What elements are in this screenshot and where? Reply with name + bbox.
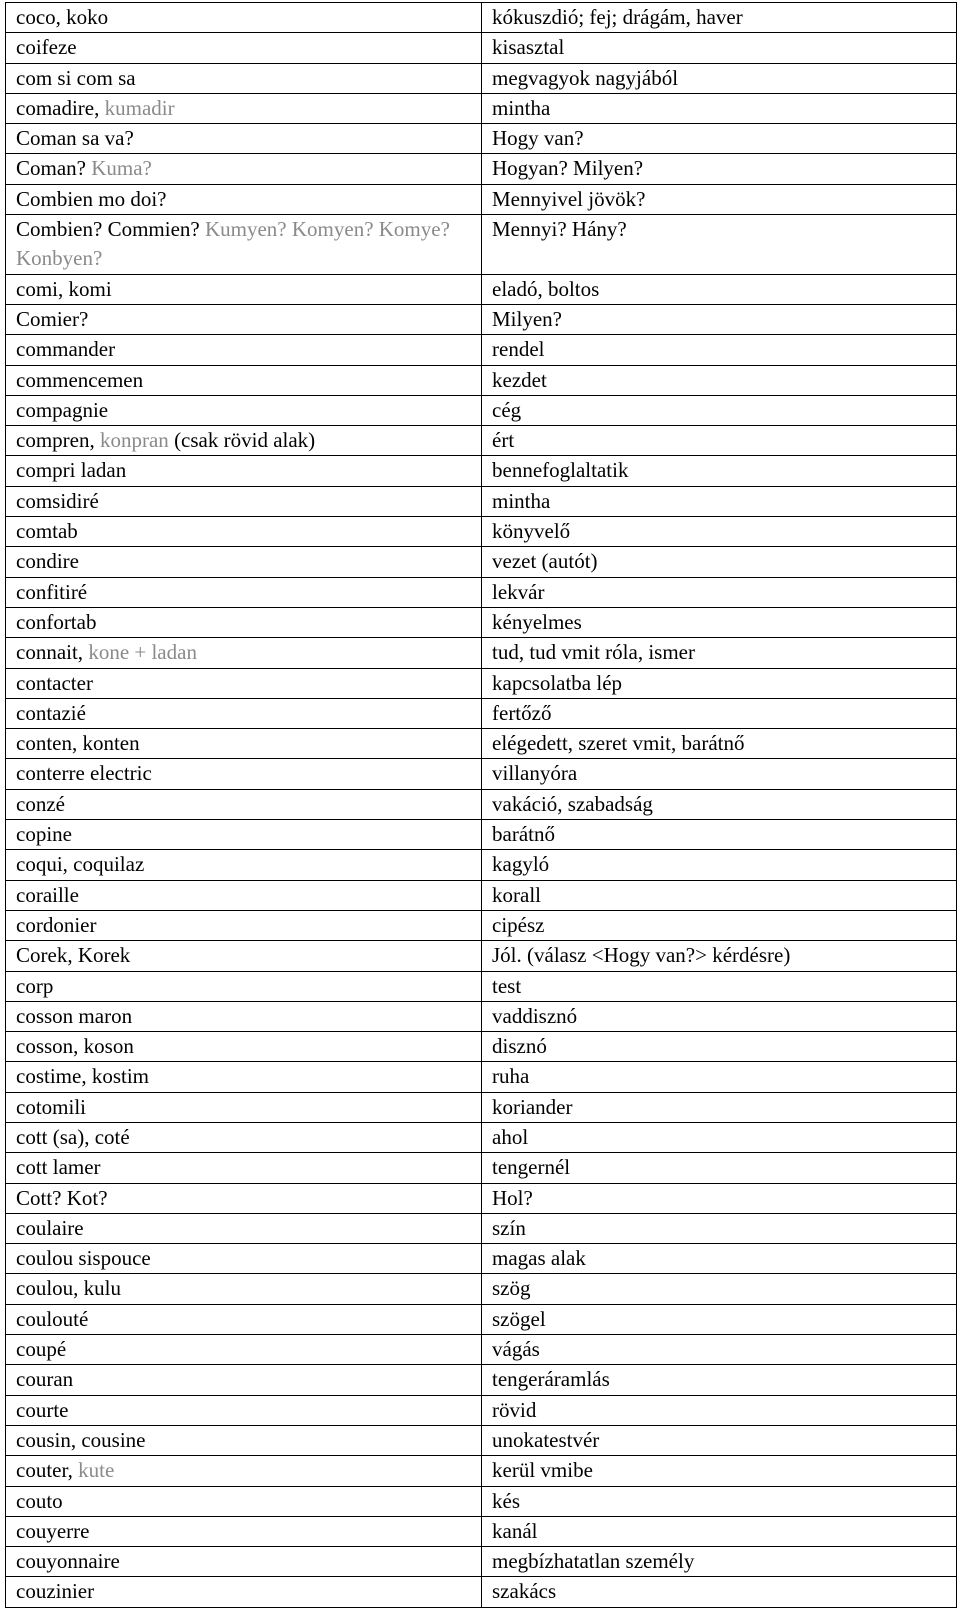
table-row	[6, 850, 957, 880]
term-text: cordonier	[16, 912, 97, 937]
term-text: couter,	[16, 1458, 79, 1483]
translation-cell: barátnő	[482, 820, 957, 850]
table-row	[6, 124, 957, 154]
term-text: cott lamer	[16, 1155, 101, 1180]
term-cell	[6, 1486, 482, 1516]
term-cell	[6, 93, 482, 123]
term-text: couzinier	[16, 1579, 95, 1604]
translation-cell: megvagyok nagyjából	[482, 63, 957, 93]
term-cell	[6, 33, 482, 63]
table-row	[6, 1244, 957, 1274]
term-cell	[6, 486, 482, 516]
translation-cell: Milyen?	[482, 304, 957, 334]
translation-cell: cipész	[482, 910, 957, 940]
table-row	[6, 1062, 957, 1092]
term-variant: Kuma?	[91, 156, 152, 181]
term-text: coco, koko	[16, 5, 109, 29]
term-cell	[6, 1335, 482, 1365]
term-text: coulou, kulu	[16, 1276, 121, 1301]
translation-cell: mintha	[482, 93, 957, 123]
term-cell	[6, 365, 482, 395]
translation-cell: szín	[482, 1213, 957, 1243]
translation-cell: kanál	[482, 1516, 957, 1546]
translation-cell: kés	[482, 1486, 957, 1516]
term-text: coqui, coquilaz	[16, 852, 145, 877]
term-cell	[6, 426, 482, 456]
term-cell	[6, 1092, 482, 1122]
table-row	[6, 365, 957, 395]
term-text: connait,	[16, 640, 89, 665]
term-text: comadire,	[16, 95, 105, 120]
translation-cell: kényelmes	[482, 607, 957, 637]
table-row	[6, 1274, 957, 1304]
term-cell	[6, 1001, 482, 1031]
term-text: cosson maron	[16, 1003, 133, 1028]
table-row	[6, 215, 957, 275]
translation-cell: lekvár	[482, 577, 957, 607]
term-text: Coman?	[16, 156, 92, 181]
table-row	[6, 1577, 957, 1607]
table-row	[6, 3, 957, 33]
table-row	[6, 1213, 957, 1243]
term-text: contacter	[16, 670, 93, 695]
term-text: conten, konten	[16, 731, 140, 756]
term-cell	[6, 1304, 482, 1334]
term-cell	[6, 607, 482, 637]
translation-cell: vágás	[482, 1335, 957, 1365]
term-cell	[6, 1274, 482, 1304]
term-text: compagnie	[16, 397, 109, 422]
table-row	[6, 184, 957, 214]
term-cell	[6, 517, 482, 547]
term-cell	[6, 1425, 482, 1455]
term-cell	[6, 1032, 482, 1062]
term-text: Comier?	[16, 306, 89, 331]
term-cell	[6, 1577, 482, 1607]
term-cell	[6, 941, 482, 971]
term-cell	[6, 1062, 482, 1092]
term-text: commencemen	[16, 367, 144, 392]
term-cell	[6, 63, 482, 93]
translation-cell: vaddisznó	[482, 1001, 957, 1031]
term-text: coulaire	[16, 1215, 84, 1240]
translation-cell: tengeráramlás	[482, 1365, 957, 1395]
translation-cell: kagyló	[482, 850, 957, 880]
term-text: coulouté	[16, 1306, 89, 1331]
table-row	[6, 63, 957, 93]
translation-cell: kerül vmibe	[482, 1456, 957, 1486]
term-text: Combien? Commien?	[16, 217, 205, 242]
translation-cell: Hol?	[482, 1183, 957, 1213]
translation-cell: Mennyi? Hány?	[482, 215, 957, 275]
term-cell	[6, 1183, 482, 1213]
term-cell	[6, 1244, 482, 1274]
table-row	[6, 486, 957, 516]
term-cell	[6, 154, 482, 184]
term-cell	[6, 1547, 482, 1577]
term-cell	[6, 1516, 482, 1546]
translation-cell: tud, tud vmit róla, ismer	[482, 638, 957, 668]
term-text: cott (sa), coté	[16, 1124, 130, 1149]
term-variant: kute	[78, 1458, 115, 1483]
translation-cell: elégedett, szeret vmit, barátnő	[482, 729, 957, 759]
translation-cell: cég	[482, 395, 957, 425]
table-row	[6, 941, 957, 971]
table-row	[6, 668, 957, 698]
translation-cell: kapcsolatba lép	[482, 668, 957, 698]
translation-cell: disznó	[482, 1032, 957, 1062]
translation-cell: korall	[482, 880, 957, 910]
term-text: comi, komi	[16, 276, 112, 301]
table-row	[6, 426, 957, 456]
table-row	[6, 1335, 957, 1365]
term-variant: Kumyen? Komyen? Komye? Konbyen?	[16, 217, 450, 271]
term-cell	[6, 910, 482, 940]
term-text: cotomili	[16, 1094, 86, 1119]
translation-cell: rövid	[482, 1395, 957, 1425]
term-text: coifeze	[16, 35, 77, 60]
term-text: corp	[16, 973, 54, 998]
table-row	[6, 1365, 957, 1395]
term-cell	[6, 789, 482, 819]
table-row	[6, 456, 957, 486]
translation-cell: rendel	[482, 335, 957, 365]
term-cell	[6, 1122, 482, 1152]
term-text: couyonnaire	[16, 1549, 120, 1574]
term-cell	[6, 184, 482, 214]
translation-cell: unokatestvér	[482, 1425, 957, 1455]
table-row	[6, 1092, 957, 1122]
term-text: coraille	[16, 882, 79, 907]
table-row	[6, 729, 957, 759]
term-text: confortab	[16, 609, 97, 634]
translation-cell: ruha	[482, 1062, 957, 1092]
translation-cell: koriander	[482, 1092, 957, 1122]
table-row	[6, 547, 957, 577]
table-row	[6, 880, 957, 910]
translation-cell: magas alak	[482, 1244, 957, 1274]
table-row	[6, 759, 957, 789]
translation-cell: eladó, boltos	[482, 274, 957, 304]
term-cell	[6, 547, 482, 577]
term-text: Cott? Kot?	[16, 1185, 108, 1210]
term-cell	[6, 1395, 482, 1425]
table-row	[6, 607, 957, 637]
term-variant: kumadir	[104, 95, 175, 120]
table-row	[6, 1456, 957, 1486]
term-text: Combien mo doi?	[16, 186, 167, 211]
glossary-rows	[6, 3, 957, 1608]
term-text: comsidiré	[16, 488, 99, 513]
translation-cell: vakáció, szabadság	[482, 789, 957, 819]
term-cell	[6, 971, 482, 1001]
table-row	[6, 698, 957, 728]
term-cell	[6, 729, 482, 759]
translation-cell: tengernél	[482, 1153, 957, 1183]
table-row	[6, 1183, 957, 1213]
term-cell	[6, 124, 482, 154]
glossary-table	[5, 2, 957, 1608]
translation-cell: test	[482, 971, 957, 1001]
table-row	[6, 577, 957, 607]
term-cell	[6, 577, 482, 607]
table-row	[6, 154, 957, 184]
translation-cell: ért	[482, 426, 957, 456]
translation-cell: vezet (autót)	[482, 547, 957, 577]
translation-cell: ahol	[482, 1122, 957, 1152]
term-text: contazié	[16, 700, 86, 725]
table-row	[6, 1122, 957, 1152]
term-text: commander	[16, 337, 116, 362]
table-row	[6, 93, 957, 123]
table-row	[6, 1304, 957, 1334]
term-cell	[6, 304, 482, 334]
table-row	[6, 1547, 957, 1577]
term-text: coulou sispouce	[16, 1246, 151, 1271]
term-text: coupé	[16, 1337, 67, 1362]
translation-cell: villanyóra	[482, 759, 957, 789]
term-cell	[6, 759, 482, 789]
term-cell	[6, 1365, 482, 1395]
translation-cell: fertőző	[482, 698, 957, 728]
term-cell	[6, 3, 482, 33]
term-text: copine	[16, 822, 72, 847]
table-row	[6, 395, 957, 425]
table-row	[6, 820, 957, 850]
term-cell	[6, 850, 482, 880]
term-text: conzé	[16, 791, 65, 816]
term-text: compren,	[16, 428, 100, 453]
term-text: comtab	[16, 519, 78, 544]
term-cell	[6, 880, 482, 910]
term-cell	[6, 274, 482, 304]
translation-cell: kisasztal	[482, 33, 957, 63]
term-variant: kone + ladan	[88, 640, 197, 665]
translation-cell: szögel	[482, 1304, 957, 1334]
translation-cell: kezdet	[482, 365, 957, 395]
term-text: Corek, Korek	[16, 943, 131, 968]
table-row	[6, 1395, 957, 1425]
term-cell	[6, 335, 482, 365]
table-row	[6, 1032, 957, 1062]
translation-cell: Hogyan? Milyen?	[482, 154, 957, 184]
table-row	[6, 517, 957, 547]
term-cell	[6, 820, 482, 850]
translation-cell: Mennyivel jövök?	[482, 184, 957, 214]
translation-cell: bennefoglaltatik	[482, 456, 957, 486]
translation-cell: megbízhatatlan személy	[482, 1547, 957, 1577]
term-text: (csak rövid alak)	[168, 428, 316, 453]
term-cell	[6, 1213, 482, 1243]
table-row	[6, 1153, 957, 1183]
term-cell	[6, 1456, 482, 1486]
table-row	[6, 274, 957, 304]
table-row	[6, 638, 957, 668]
term-text: couran	[16, 1367, 74, 1392]
term-cell	[6, 698, 482, 728]
term-text: cosson, koson	[16, 1034, 134, 1059]
table-row	[6, 1001, 957, 1031]
translation-cell: szakács	[482, 1577, 957, 1607]
translation-cell: könyvelő	[482, 517, 957, 547]
term-cell	[6, 638, 482, 668]
term-cell	[6, 215, 482, 275]
table-row	[6, 1486, 957, 1516]
table-row	[6, 910, 957, 940]
term-text: confitiré	[16, 579, 88, 604]
term-cell	[6, 1153, 482, 1183]
term-text: courte	[16, 1397, 69, 1422]
table-row	[6, 33, 957, 63]
term-text: couto	[16, 1488, 63, 1513]
translation-cell: szög	[482, 1274, 957, 1304]
term-text: cousin, cousine	[16, 1427, 146, 1452]
term-text: couyerre	[16, 1518, 90, 1543]
term-text: costime, kostim	[16, 1064, 149, 1089]
translation-cell: Jól. (válasz <Hogy van?> kérdésre)	[482, 941, 957, 971]
table-row	[6, 1516, 957, 1546]
term-text: conterre electric	[16, 761, 152, 786]
term-text: condire	[16, 549, 79, 574]
term-variant: konpran	[99, 428, 169, 453]
translation-cell: mintha	[482, 486, 957, 516]
table-row	[6, 789, 957, 819]
term-cell	[6, 395, 482, 425]
term-cell	[6, 668, 482, 698]
term-cell	[6, 456, 482, 486]
term-text: compri ladan	[16, 458, 127, 483]
translation-cell: kókuszdió; fej; drágám, haver	[482, 3, 957, 33]
table-row	[6, 304, 957, 334]
table-row	[6, 335, 957, 365]
term-text: Coman sa va?	[16, 126, 134, 151]
table-row	[6, 971, 957, 1001]
term-text: com si com sa	[16, 65, 136, 90]
translation-cell: Hogy van?	[482, 124, 957, 154]
table-row	[6, 1425, 957, 1455]
